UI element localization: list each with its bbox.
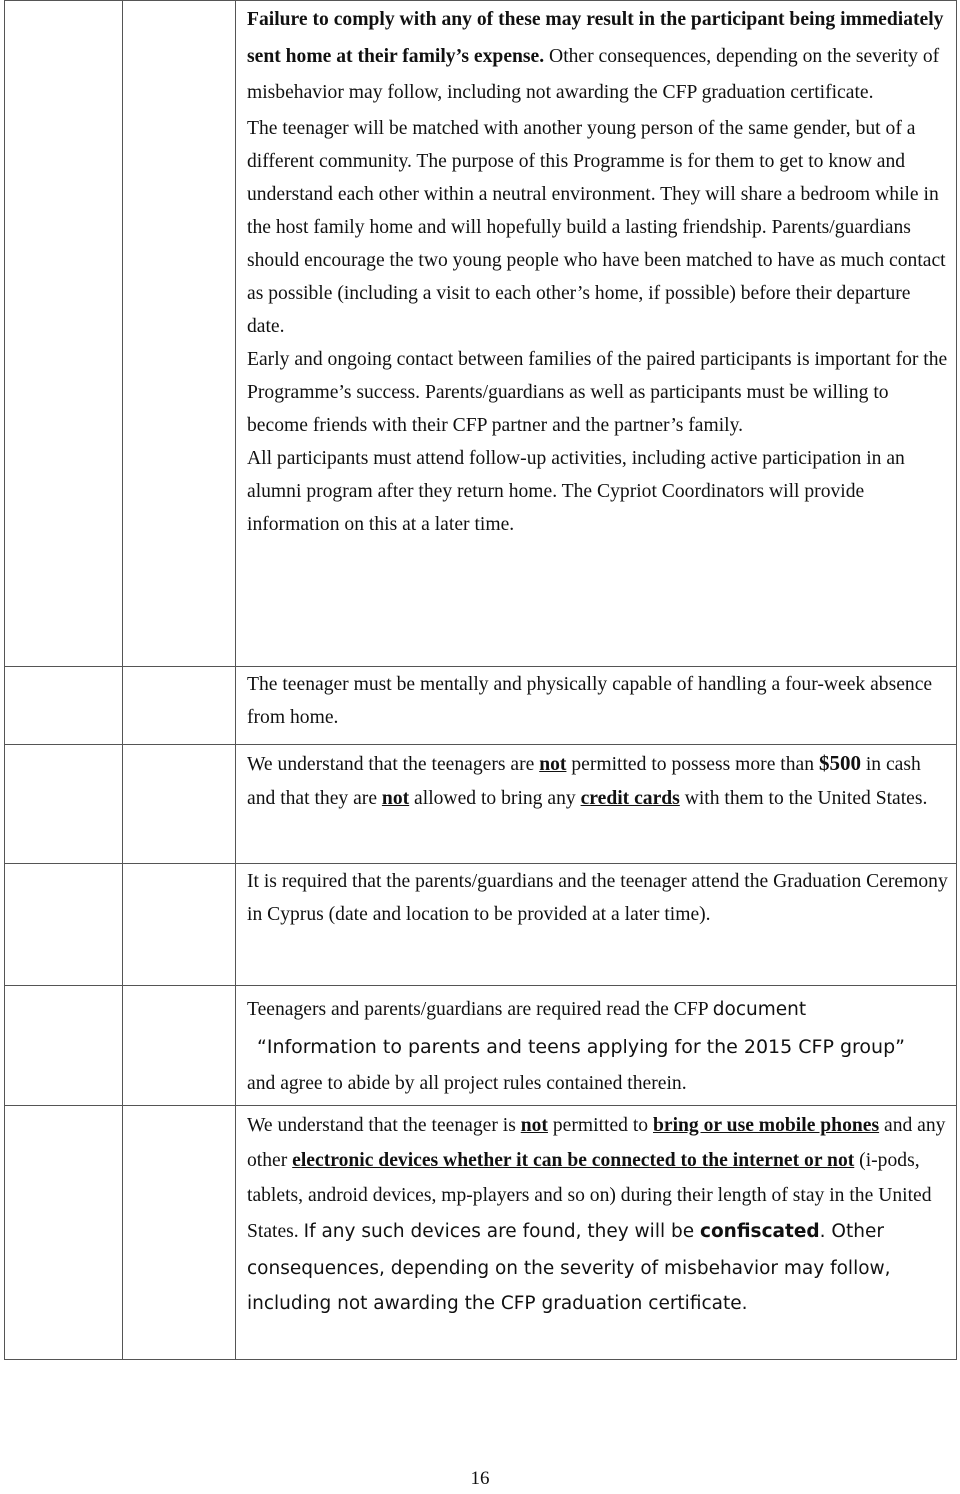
initials-cell[interactable] bbox=[5, 745, 123, 864]
statement-cell bbox=[236, 864, 957, 986]
statement-paragraph: The teenager will be matched with another young person of the same gender, but of a different community. The purpose of this Programme is for them to get to know and understand each other within a neutral environment. They will share a bedroom while in the host family home and will hopefully build a lasting friendship. Parents/guardians should encourage the two young people who have been matched to have as much contact as possible (including a visit to each other’s home, if possible) before their departure date. bbox=[247, 117, 946, 337]
statement-cell bbox=[236, 986, 957, 1106]
table-row bbox=[5, 1, 957, 667]
initials-cell[interactable] bbox=[5, 1106, 123, 1360]
initials-cell[interactable] bbox=[123, 986, 236, 1106]
statement-paragraph: Early and ongoing contact between families of the paired participants is important for the Programme’s success. Parents/guardians as well as participants must be willing to become friends with their CFP partner and the partner’s family. bbox=[247, 348, 948, 436]
agreement-table bbox=[4, 0, 957, 1360]
statement-cell bbox=[236, 1106, 957, 1360]
initials-cell[interactable] bbox=[123, 667, 236, 745]
initials-cell[interactable] bbox=[5, 1, 123, 667]
underlined-not: not bbox=[539, 754, 567, 775]
initials-cell[interactable] bbox=[5, 667, 123, 745]
underlined-not: not bbox=[381, 788, 410, 809]
statement-paragraph: Teenagers and parents/guardians are required read the CFP document bbox=[247, 999, 807, 1020]
cash-amount: $500 bbox=[818, 751, 861, 775]
initials-cell[interactable] bbox=[5, 986, 123, 1106]
initials-cell[interactable] bbox=[123, 1106, 236, 1360]
confiscated-text: confiscated bbox=[700, 1221, 820, 1242]
table-row bbox=[5, 1106, 957, 1360]
statement-paragraph: It is required that the parents/guardians and the teenager attend the Graduation Ceremony in Cyprus (date and location to be provided at a later time). bbox=[247, 871, 948, 925]
initials-cell[interactable] bbox=[123, 864, 236, 986]
bold-text: Failure to comply with any of these may result in the participant being immediately sent home at their family’s expense. bbox=[247, 9, 944, 67]
table-row bbox=[5, 745, 957, 864]
statement-paragraph: Failure to comply with any of these may result in the participant being immediately sent home at their family’s expense. Other consequences, depending on the severity of misbehavior may follow, including not awarding the CFP graduation certificate. bbox=[247, 9, 944, 103]
initials-cell[interactable] bbox=[5, 864, 123, 986]
statement-paragraph: We understand that the teenagers are not permitted to possess more than $500 in cash and that they are not allowed to bring any credit cards with them to the United States. bbox=[247, 751, 928, 809]
statement-paragraph: We understand that the teenager is not permitted to bring or use mobile phones and any other electronic devices whether it can be connected to the internet or not (i-pods, tablets, android devices, mp-players and so on) during their length of stay in the United States. If any such devices are found, they will be confiscated. Other consequences, depending on the severity of misbehavior may follow, including not awarding the CFP graduation certificate. bbox=[247, 1115, 946, 1314]
document-title: “Information to parents and teens applying for the 2015 CFP group” bbox=[257, 1036, 905, 1058]
mobile-phones-text: bring or use mobile phones bbox=[653, 1115, 880, 1136]
statement-paragraph: All participants must attend follow-up activities, including active participation in an alumni program after they return home. The Cypriot Coordinators will provide information on this at a later time. bbox=[247, 447, 905, 535]
underlined-not: not bbox=[520, 1115, 548, 1136]
table-row bbox=[5, 667, 957, 745]
statement-cell bbox=[236, 745, 957, 864]
initials-cell[interactable] bbox=[123, 1, 236, 667]
initials-cell[interactable] bbox=[123, 745, 236, 864]
table-row bbox=[5, 986, 957, 1106]
electronic-devices-text: electronic devices whether it can be connected to the internet or not bbox=[292, 1150, 855, 1171]
page-number: 16 bbox=[470, 1468, 490, 1489]
table-row bbox=[5, 864, 957, 986]
credit-cards-text: credit cards bbox=[580, 788, 680, 809]
statement-paragraph: and agree to abide by all project rules contained therein. bbox=[247, 1073, 687, 1094]
statement-cell bbox=[236, 1, 957, 667]
statement-paragraph: The teenager must be mentally and physically capable of handling a four-week absence from home. bbox=[247, 674, 933, 728]
statement-cell bbox=[236, 667, 957, 745]
